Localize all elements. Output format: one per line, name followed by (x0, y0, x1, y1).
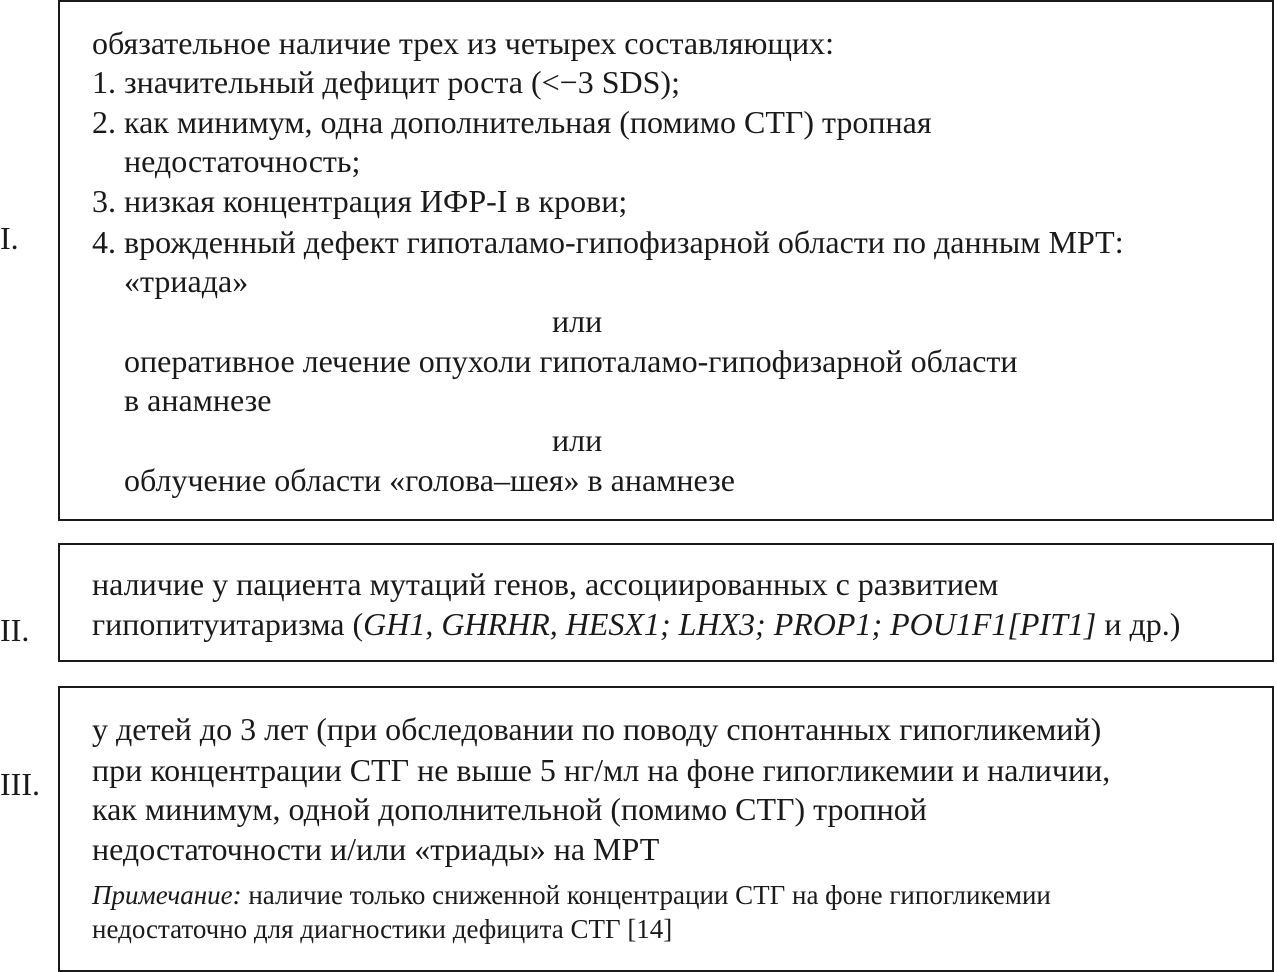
section-2-line-2 (92, 605, 1180, 643)
or-separator-1: или (552, 303, 603, 339)
alternative-2: облучение области «голова–шея» в анамнезе (124, 462, 735, 498)
section-2-box (58, 543, 1274, 662)
section-3-line-2: при концентрации СТГ не выше 5 нг/мл на фоне гипогликемии и наличии, (92, 752, 1111, 788)
alternative-1-line-2: в анамнезе (124, 382, 272, 418)
section-3-numeral: III. (0, 766, 40, 802)
alternative-1-line-1: оперативное лечение опухоли гипоталамо-гипофизарной области (124, 343, 1018, 379)
section-2-numeral: II. (0, 612, 30, 648)
criterion-4-line-2: «триада» (124, 263, 249, 299)
criterion-3: 3. низкая концентрация ИФР-I в крови; (92, 183, 628, 219)
section-2-suffix: и др.) (1096, 606, 1181, 642)
section-3-line-4: недостаточности и/или «триады» на МРТ (92, 831, 660, 867)
section-3-line-1: у детей до 3 лет (при обследовании по поводу спонтанных гипогликемий) (92, 711, 1102, 747)
section-2-prefix: гипопитуитаризма ( (92, 606, 364, 642)
note-line-2: недостаточно для диагностики дефицита СТГ [14] (92, 914, 673, 944)
or-separator-2: или (552, 422, 603, 458)
section-3-box (58, 686, 1274, 972)
section-1-numeral: I. (0, 220, 19, 256)
note-text-1: наличие только сниженной концентрации СТГ на фоне гипогликемии (241, 880, 1051, 910)
criterion-1: 1. значительный дефицит роста (<−3 SDS); (92, 64, 680, 100)
section-2-line-1: наличие у пациента мутаций генов, ассоциированных с развитием (92, 566, 999, 602)
note-line-1 (92, 878, 1051, 912)
criterion-2-line-2: недостаточность; (124, 143, 361, 179)
criterion-4-line-1: 4. врожденный дефект гипоталамо-гипофизарной области по данным МРТ: (92, 224, 1124, 260)
section-1-intro: обязательное наличие трех из четырех составляющих: (92, 25, 835, 61)
note-label: Примечание: (92, 880, 242, 910)
section-1-box (58, 0, 1274, 521)
section-3-line-3: как минимум, одной дополнительной (помимо СТГ) тропной (92, 791, 927, 827)
criterion-2-line-1: 2. как минимум, одна дополнительная (помимо СТГ) тропная (92, 104, 932, 140)
gene-list: GH1, GHRHR, HESX1; LHX3; PROP1; POU1F1[PIT1] (363, 606, 1097, 642)
